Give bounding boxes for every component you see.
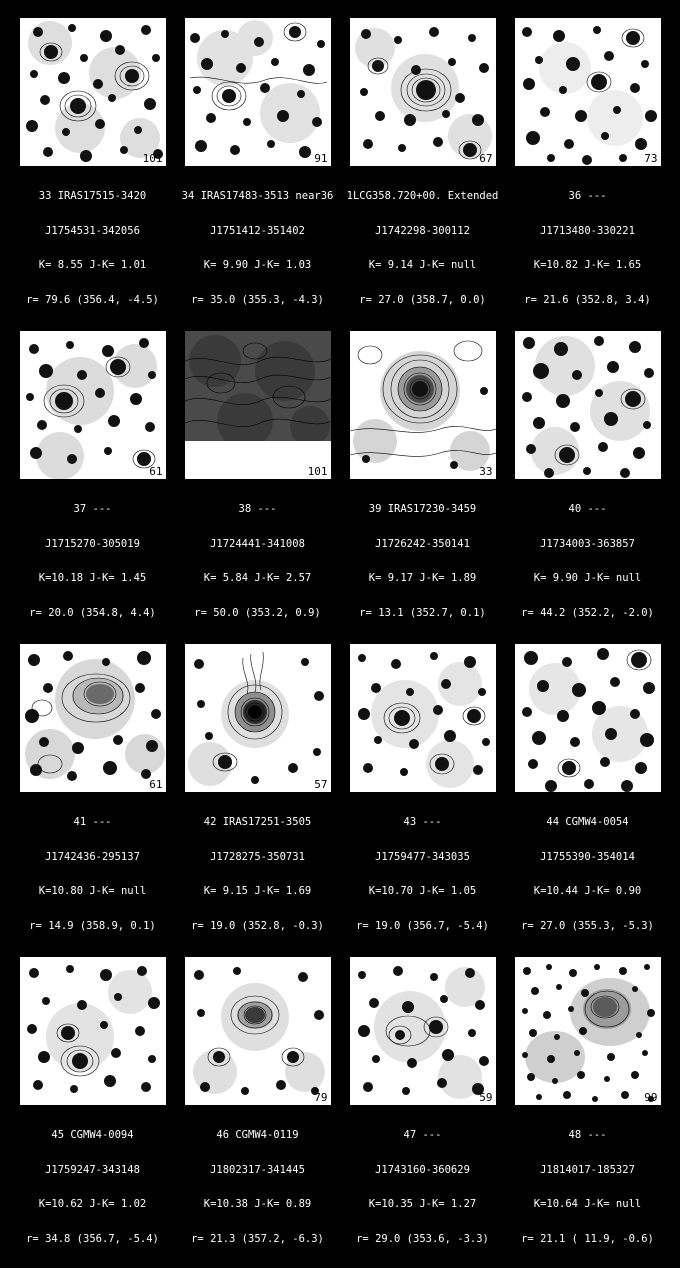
caption-line-radius: r= 79.6 (356.4, -4.5) (26, 293, 159, 306)
sky-image (185, 644, 331, 792)
caption-line-title: 45 CGMW4-0094 (51, 1129, 134, 1141)
caption-line-mag: K= 9.17 J-K= 1.89 (368, 572, 477, 584)
sky-image (20, 18, 166, 166)
panel-caption (29, 794, 155, 955)
panel-caption (359, 481, 485, 642)
caption-line-coord: J1742436-295137 (45, 850, 140, 863)
caption-line-title: 40 --- (568, 503, 607, 515)
caption-line-radius: r= 19.0 (356.7, -5.4) (356, 919, 489, 932)
panel-cell (179, 331, 336, 642)
sky-image-panel (515, 18, 661, 166)
sky-image-panel (20, 957, 166, 1105)
sky-image-panel (515, 644, 661, 792)
caption-line-mag: K=10.62 J-K= 1.02 (38, 1198, 147, 1210)
sky-image-panel (515, 331, 661, 479)
caption-line-coord: J1814017-185327 (540, 1163, 635, 1176)
sky-image (515, 957, 661, 1105)
caption-line-radius: r= 27.0 (355.3, -5.3) (521, 919, 654, 932)
caption-line-mag: K=10.64 J-K= null (533, 1198, 642, 1210)
caption-line-radius: r= 19.0 (352.8, -0.3) (191, 919, 324, 932)
panel-cell (14, 18, 171, 329)
panel-cell (179, 18, 336, 329)
caption-line-coord: J1728275-350731 (210, 850, 305, 863)
panel-caption (524, 168, 650, 329)
sky-image-panel (20, 331, 166, 479)
sky-image (350, 331, 496, 479)
sky-image-panel (185, 644, 331, 792)
panel-cell (179, 957, 336, 1268)
panel-cell (344, 18, 501, 329)
panel-caption (182, 168, 334, 329)
caption-line-title: 1LCG358.720+00. Extended (346, 190, 499, 202)
caption-line-radius: r= 13.1 (352.7, 0.1) (359, 606, 486, 619)
panel-corner-number: 101 (142, 152, 163, 165)
caption-line-radius: r= 35.0 (355.3, -4.3) (191, 293, 324, 306)
panel-caption (29, 481, 155, 642)
caption-line-radius: r= 50.0 (353.2, 0.9) (194, 606, 321, 619)
panel-corner-number: 91 (314, 152, 328, 165)
panel-caption (347, 168, 499, 329)
panel-corner-number: 59 (479, 1091, 493, 1104)
caption-line-title: 33 IRAS17515-3420 (38, 190, 147, 202)
panel-caption (356, 794, 489, 955)
panel-caption (521, 794, 654, 955)
caption-line-radius: r= 21.6 (352.8, 3.4) (524, 293, 651, 306)
panel-cell (179, 644, 336, 955)
panel-corner-number: 101 (307, 465, 328, 478)
panel-caption (191, 794, 324, 955)
sky-image (515, 644, 661, 792)
caption-line-mag: K=10.35 J-K= 1.27 (368, 1198, 477, 1210)
panel-grid (14, 18, 666, 1245)
caption-line-radius: r= 14.9 (358.9, 0.1) (29, 919, 156, 932)
sky-image (20, 957, 166, 1105)
caption-line-title: 41 --- (73, 816, 112, 828)
panel-corner-number: 73 (644, 152, 658, 165)
panel-cell (14, 331, 171, 642)
panel-cell (509, 644, 666, 955)
caption-line-mag: K= 9.90 J-K= 1.03 (203, 259, 312, 271)
caption-line-title: 36 --- (568, 190, 607, 202)
caption-line-mag: K=10.18 J-K= 1.45 (38, 572, 147, 584)
panel-caption (356, 1107, 489, 1268)
sky-image-panel (515, 957, 661, 1105)
caption-line-mag: K= 9.90 J-K= null (533, 572, 642, 584)
caption-line-mag: K=10.80 J-K= null (38, 885, 147, 897)
sky-image (20, 644, 166, 792)
caption-line-radius: r= 29.0 (353.6, -3.3) (356, 1232, 489, 1245)
panel-caption (26, 1107, 159, 1268)
caption-line-radius: r= 21.3 (357.2, -6.3) (191, 1232, 324, 1245)
sky-image-panel (350, 331, 496, 479)
caption-line-title: 39 IRAS17230-3459 (368, 503, 477, 515)
caption-line-coord: J1754531-342056 (45, 224, 140, 237)
panel-cell (509, 18, 666, 329)
caption-line-mag: K= 5.84 J-K= 2.57 (203, 572, 312, 584)
caption-line-mag: K=10.44 J-K= 0.90 (533, 885, 642, 897)
sky-image-panel (185, 331, 331, 479)
panel-corner-number: 61 (149, 778, 163, 791)
caption-line-mag: K= 9.14 J-K= null (368, 259, 477, 271)
sky-image (185, 957, 331, 1105)
sky-image (515, 18, 661, 166)
caption-line-coord: J1734003-363857 (540, 537, 635, 550)
caption-line-radius: r= 20.0 (354.8, 4.4) (29, 606, 156, 619)
sky-image (185, 18, 331, 166)
caption-line-coord: J1743160-360629 (375, 1163, 470, 1176)
panel-corner-number: 57 (314, 778, 328, 791)
caption-line-title: 48 --- (568, 1129, 607, 1141)
caption-line-coord: J1751412-351402 (210, 224, 305, 237)
sky-image (515, 331, 661, 479)
caption-line-coord: J1755390-354014 (540, 850, 635, 863)
caption-line-coord: J1742298-300112 (375, 224, 470, 237)
caption-line-coord: J1724441-341008 (210, 537, 305, 550)
caption-line-coord: J1759477-343035 (375, 850, 470, 863)
sky-image-panel (185, 957, 331, 1105)
panel-cell (344, 644, 501, 955)
panel-corner-number: 67 (479, 152, 493, 165)
caption-line-title: 44 CGMW4-0054 (546, 816, 629, 828)
caption-line-mag: K=10.38 J-K= 0.89 (203, 1198, 312, 1210)
panel-cell (344, 957, 501, 1268)
caption-line-coord: J1802317-341445 (210, 1163, 305, 1176)
sky-image (20, 331, 166, 479)
sky-image (350, 644, 496, 792)
caption-line-title: 47 --- (403, 1129, 442, 1141)
caption-line-mag: K= 9.15 J-K= 1.69 (203, 885, 312, 897)
sky-image (350, 18, 496, 166)
caption-line-title: 43 --- (403, 816, 442, 828)
caption-line-mag: K= 8.55 J-K= 1.01 (38, 259, 147, 271)
caption-line-radius: r= 21.1 ( 11.9, -0.6) (521, 1232, 654, 1245)
panel-cell (14, 644, 171, 955)
panel-caption (191, 1107, 324, 1268)
panel-cell (509, 957, 666, 1268)
caption-line-title: 37 --- (73, 503, 112, 515)
panel-corner-number: 33 (479, 465, 493, 478)
sky-image-panel (350, 957, 496, 1105)
caption-line-coord: J1715270-305019 (45, 537, 140, 550)
panel-corner-number: 79 (314, 1091, 328, 1104)
caption-line-title: 34 IRAS17483-3513 near36 (181, 190, 334, 202)
panel-caption (26, 168, 159, 329)
caption-line-coord: J1713480-330221 (540, 224, 635, 237)
sky-image-panel (185, 18, 331, 166)
caption-line-radius: r= 27.0 (358.7, 0.0) (359, 293, 486, 306)
caption-line-radius: r= 44.2 (352.2, -2.0) (521, 606, 654, 619)
caption-line-mag: K=10.70 J-K= 1.05 (368, 885, 477, 897)
panel-caption (521, 1107, 654, 1268)
caption-line-title: 42 IRAS17251-3505 (203, 816, 312, 828)
panel-cell (509, 331, 666, 642)
sky-image-panel (20, 18, 166, 166)
sky-image-panel (350, 644, 496, 792)
sky-image (350, 957, 496, 1105)
caption-line-title: 38 --- (238, 503, 277, 515)
panel-cell (344, 331, 501, 642)
panel-corner-number: 99 (644, 1091, 658, 1104)
panel-caption (521, 481, 654, 642)
panel-caption (194, 481, 320, 642)
caption-line-coord: J1726242-350141 (375, 537, 470, 550)
caption-line-radius: r= 34.8 (356.7, -5.4) (26, 1232, 159, 1245)
caption-line-title: 46 CGMW4-0119 (216, 1129, 299, 1141)
sky-image (185, 331, 331, 479)
panel-cell (14, 957, 171, 1268)
panel-corner-number: 61 (149, 465, 163, 478)
sky-image-panel (350, 18, 496, 166)
caption-line-coord: J1759247-343148 (45, 1163, 140, 1176)
sky-image-panel (20, 644, 166, 792)
caption-line-mag: K=10.82 J-K= 1.65 (533, 259, 642, 271)
